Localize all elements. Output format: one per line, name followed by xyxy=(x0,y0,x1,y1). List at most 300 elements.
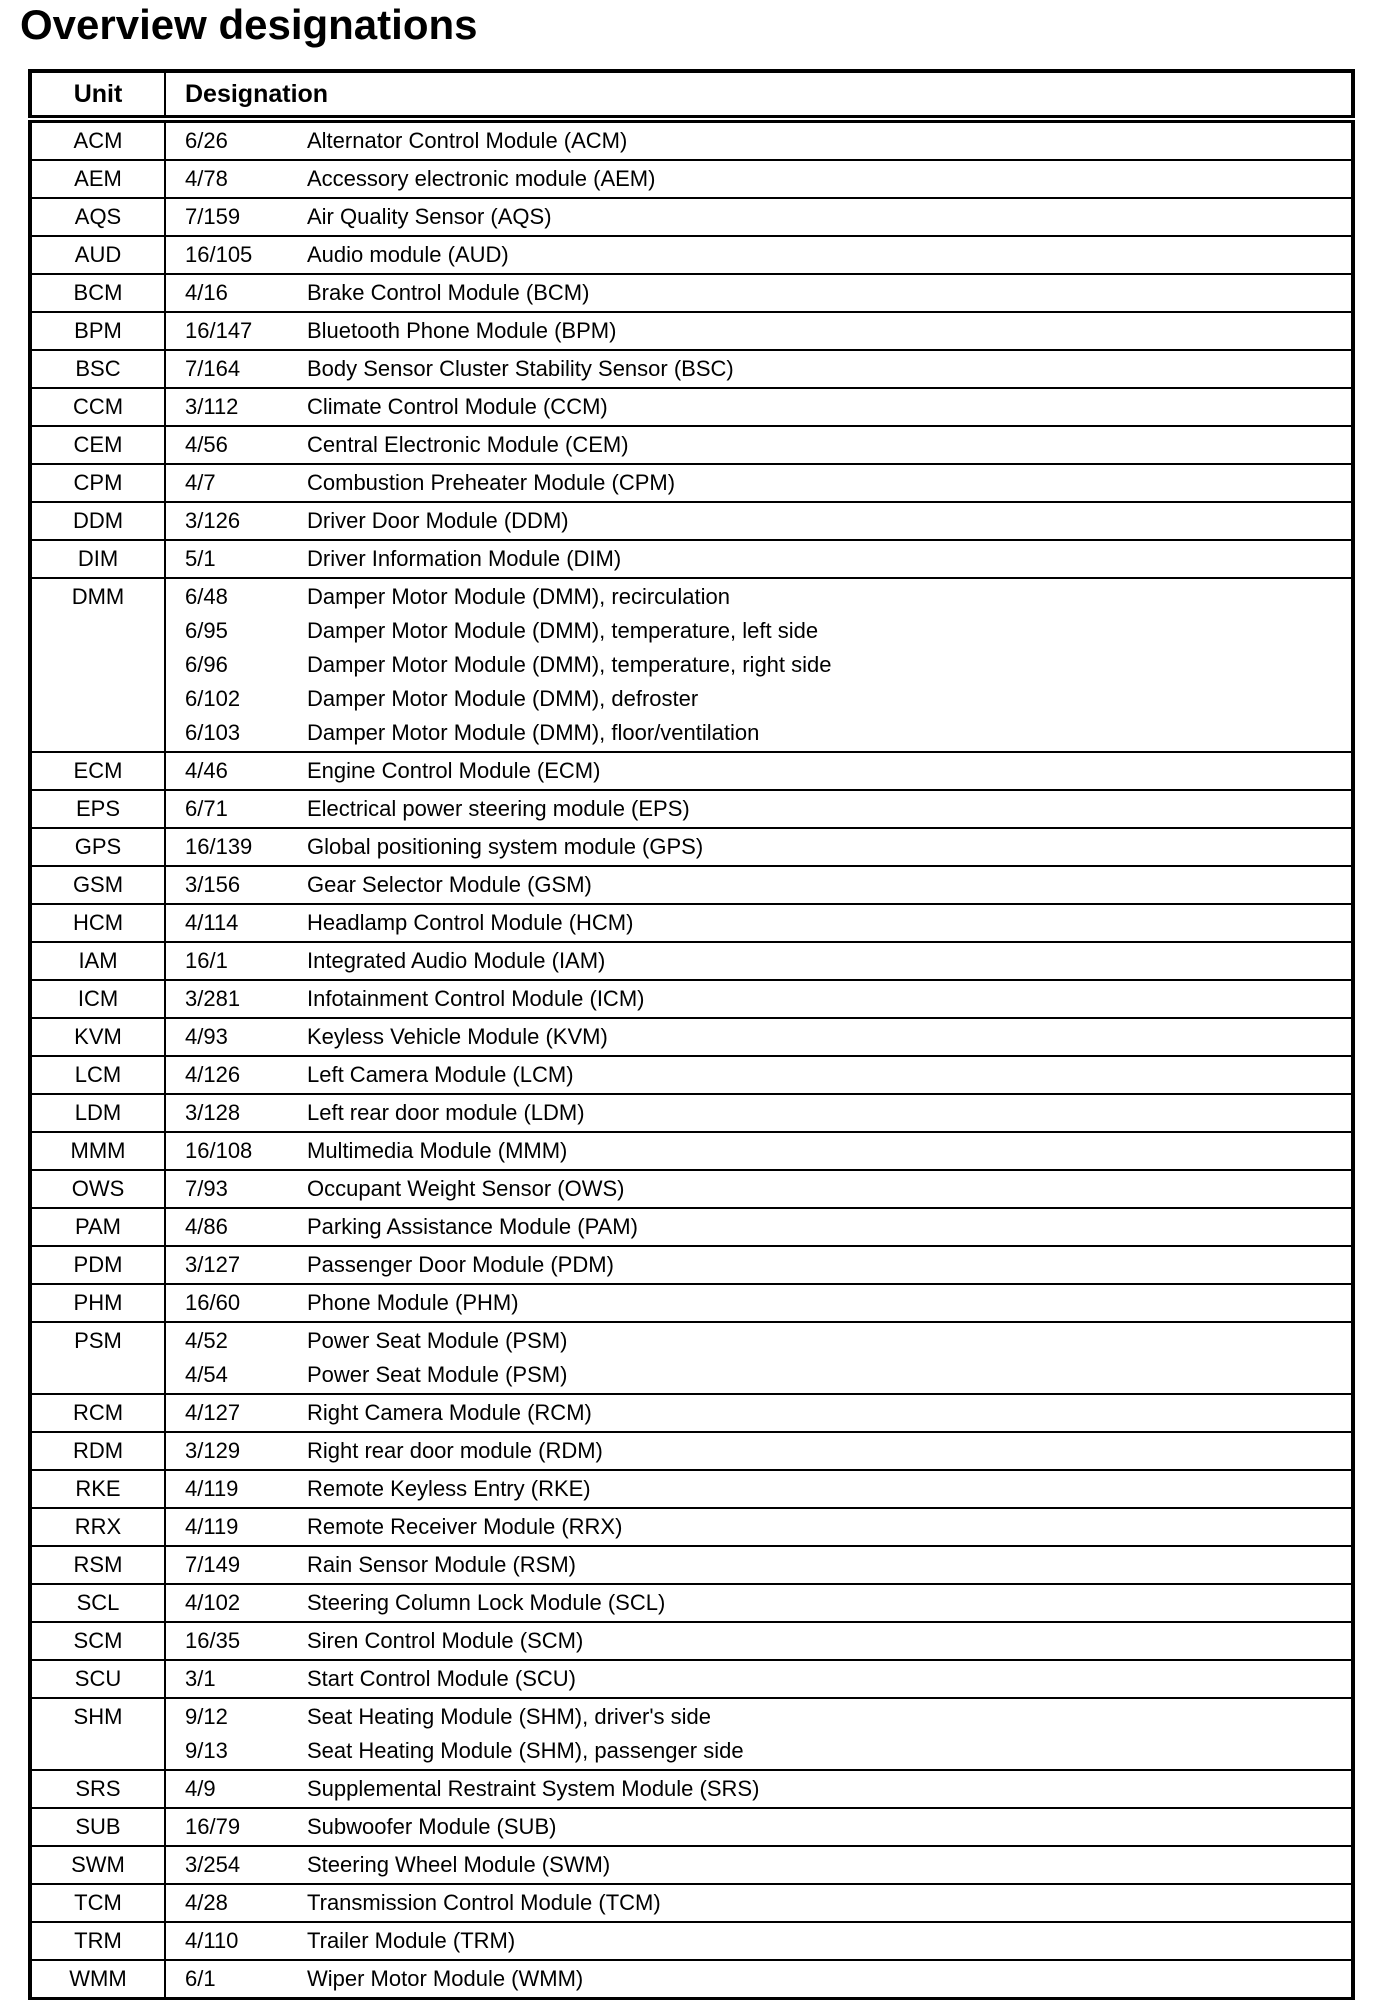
component-description: Damper Motor Module (DMM), floor/ventilation xyxy=(307,720,760,745)
component-ref: 6/71 xyxy=(185,796,228,821)
component-description: Bluetooth Phone Module (BPM) xyxy=(307,318,617,343)
table-row xyxy=(30,236,1353,274)
unit-label: SRS xyxy=(75,1776,121,1801)
ref-cell xyxy=(165,1622,307,1660)
ref-cell xyxy=(165,464,307,502)
component-description: Siren Control Module (SCM) xyxy=(307,1628,584,1653)
table-row xyxy=(30,1208,1353,1246)
ref-cell xyxy=(165,160,307,198)
ref-cell xyxy=(165,1770,307,1808)
component-description: Gear Selector Module (GSM) xyxy=(307,872,592,897)
table-row xyxy=(30,1846,1353,1884)
table-row xyxy=(30,942,1353,980)
component-ref: 6/26 xyxy=(185,128,228,153)
component-ref: 4/102 xyxy=(185,1590,241,1615)
desc-cell xyxy=(307,119,1353,160)
unit-cell xyxy=(30,119,165,160)
desc-cell xyxy=(307,1622,1353,1660)
component-description: Remote Keyless Entry (RKE) xyxy=(307,1476,591,1501)
component-description: Damper Motor Module (DMM), temperature, left side xyxy=(307,618,819,643)
component-ref: 4/119 xyxy=(185,1514,239,1539)
ref-cell xyxy=(165,1322,307,1394)
desc-cell xyxy=(307,1056,1353,1094)
component-ref: 3/281 xyxy=(185,986,241,1011)
table-row xyxy=(30,752,1353,790)
table-row xyxy=(30,350,1353,388)
desc-cell xyxy=(307,1960,1353,1999)
ref-cell xyxy=(165,1508,307,1546)
unit-label: ICM xyxy=(77,986,119,1011)
table-row xyxy=(30,578,1353,752)
unit-label: CEM xyxy=(73,432,123,457)
component-ref: 4/86 xyxy=(185,1214,228,1239)
table-row xyxy=(30,464,1353,502)
desc-cell xyxy=(307,942,1353,980)
component-ref: 3/156 xyxy=(185,872,241,897)
component-description: Headlamp Control Module (HCM) xyxy=(307,910,634,935)
component-description: Global positioning system module (GPS) xyxy=(307,834,704,859)
unit-label: EPS xyxy=(75,796,121,821)
page-title: Overview designations xyxy=(20,1,478,48)
table-row xyxy=(30,1246,1353,1284)
component-ref: 16/105 xyxy=(185,242,253,267)
unit-label: RCM xyxy=(72,1400,124,1425)
unit-label: BSC xyxy=(75,356,121,381)
component-ref: 4/114 xyxy=(185,910,239,935)
unit-cell xyxy=(30,1622,165,1660)
desc-cell xyxy=(307,350,1353,388)
unit-label: LDM xyxy=(74,1100,122,1125)
unit-cell xyxy=(30,1018,165,1056)
unit-cell xyxy=(30,1508,165,1546)
component-ref: 9/12 xyxy=(185,1704,228,1729)
unit-cell xyxy=(30,752,165,790)
unit-cell xyxy=(30,1960,165,1999)
table-row xyxy=(30,1622,1353,1660)
unit-label: PSM xyxy=(74,1328,122,1353)
unit-cell xyxy=(30,866,165,904)
unit-cell xyxy=(30,1432,165,1470)
desc-cell xyxy=(307,1132,1353,1170)
table-row xyxy=(30,1770,1353,1808)
ref-cell xyxy=(165,1246,307,1284)
unit-cell xyxy=(30,1132,165,1170)
ref-cell xyxy=(165,980,307,1018)
unit-label: HCM xyxy=(72,910,124,935)
component-ref: 7/164 xyxy=(185,356,241,381)
unit-cell xyxy=(30,1056,165,1094)
table-row xyxy=(30,1322,1353,1394)
component-description: Driver Information Module (DIM) xyxy=(307,546,622,571)
component-description: Power Seat Module (PSM) xyxy=(307,1362,568,1387)
table-row xyxy=(30,388,1353,426)
component-description: Air Quality Sensor (AQS) xyxy=(307,204,552,229)
desc-cell xyxy=(307,1584,1353,1622)
table-row xyxy=(30,1470,1353,1508)
desc-cell xyxy=(307,388,1353,426)
unit-cell xyxy=(30,540,165,578)
unit-cell xyxy=(30,464,165,502)
unit-cell xyxy=(30,160,165,198)
unit-label: ECM xyxy=(73,758,123,783)
table-row xyxy=(30,312,1353,350)
component-description: Damper Motor Module (DMM), temperature, right side xyxy=(307,652,832,677)
component-ref: 16/1 xyxy=(185,948,228,973)
component-description: Transmission Control Module (TCM) xyxy=(307,1890,661,1915)
unit-label: IAM xyxy=(78,948,118,973)
table-row xyxy=(30,904,1353,942)
component-ref: 4/56 xyxy=(185,432,228,457)
unit-label: DMM xyxy=(71,584,125,609)
ref-cell xyxy=(165,540,307,578)
unit-label: PAM xyxy=(74,1214,122,1239)
desc-cell xyxy=(307,1322,1353,1394)
component-description: Multimedia Module (MMM) xyxy=(307,1138,568,1163)
desc-cell xyxy=(307,1922,1353,1960)
ref-cell xyxy=(165,1922,307,1960)
ref-cell xyxy=(165,1808,307,1846)
ref-cell xyxy=(165,236,307,274)
component-ref: 6/95 xyxy=(185,618,228,643)
ref-cell xyxy=(165,350,307,388)
desc-cell xyxy=(307,198,1353,236)
ref-cell xyxy=(165,1132,307,1170)
unit-label: RRX xyxy=(74,1514,122,1539)
unit-cell xyxy=(30,790,165,828)
component-description: Driver Door Module (DDM) xyxy=(307,508,569,533)
ref-cell xyxy=(165,274,307,312)
ref-cell xyxy=(165,426,307,464)
component-description: Left rear door module (LDM) xyxy=(307,1100,585,1125)
table-row xyxy=(30,1170,1353,1208)
desc-cell xyxy=(307,160,1353,198)
ref-cell xyxy=(165,198,307,236)
unit-cell xyxy=(30,1584,165,1622)
table-row xyxy=(30,1884,1353,1922)
desc-cell xyxy=(307,1094,1353,1132)
desc-cell xyxy=(307,866,1353,904)
component-description: Alternator Control Module (ACM) xyxy=(307,128,628,153)
desc-cell xyxy=(307,1208,1353,1246)
desc-cell xyxy=(307,1698,1353,1770)
ref-cell xyxy=(165,1960,307,1999)
unit-cell xyxy=(30,904,165,942)
unit-cell xyxy=(30,1884,165,1922)
component-ref: 3/112 xyxy=(185,394,239,419)
component-ref: 3/126 xyxy=(185,508,241,533)
desc-cell xyxy=(307,752,1353,790)
desc-cell xyxy=(307,1284,1353,1322)
unit-label: PDM xyxy=(73,1252,123,1277)
ref-cell xyxy=(165,388,307,426)
component-ref: 7/93 xyxy=(185,1176,228,1201)
table-row xyxy=(30,1808,1353,1846)
ref-cell xyxy=(165,502,307,540)
header-row xyxy=(30,71,1353,119)
table-row xyxy=(30,1284,1353,1322)
component-description: Damper Motor Module (DMM), recirculation xyxy=(307,584,730,609)
table-row xyxy=(30,1584,1353,1622)
component-ref: 5/1 xyxy=(185,546,216,571)
component-ref: 4/16 xyxy=(185,280,228,305)
component-ref: 4/9 xyxy=(185,1776,216,1801)
component-ref: 4/7 xyxy=(185,470,216,495)
unit-label: MMM xyxy=(70,1138,126,1163)
unit-label: DIM xyxy=(77,546,119,571)
unit-label: OWS xyxy=(71,1176,125,1201)
unit-label: SUB xyxy=(75,1814,121,1839)
component-description: Climate Control Module (CCM) xyxy=(307,394,608,419)
desc-cell xyxy=(307,1394,1353,1432)
unit-label: RDM xyxy=(72,1438,124,1463)
unit-label: LCM xyxy=(74,1062,122,1087)
unit-cell xyxy=(30,1470,165,1508)
component-ref: 7/159 xyxy=(185,204,241,229)
unit-cell xyxy=(30,1770,165,1808)
ref-cell xyxy=(165,752,307,790)
component-ref: 16/79 xyxy=(185,1814,241,1839)
unit-label: TCM xyxy=(74,1890,122,1915)
ref-cell xyxy=(165,866,307,904)
component-description: Steering Column Lock Module (SCL) xyxy=(307,1590,666,1615)
component-description: Wiper Motor Module (WMM) xyxy=(307,1966,584,1991)
ref-cell xyxy=(165,1584,307,1622)
component-description: Occupant Weight Sensor (OWS) xyxy=(307,1176,625,1201)
component-ref: 16/147 xyxy=(185,318,253,343)
component-description: Passenger Door Module (PDM) xyxy=(307,1252,614,1277)
unit-label: BPM xyxy=(74,318,122,343)
desc-cell xyxy=(307,236,1353,274)
unit-cell xyxy=(30,1284,165,1322)
desc-cell xyxy=(307,464,1353,502)
unit-cell xyxy=(30,1546,165,1584)
unit-label: GSM xyxy=(72,872,124,897)
component-description: Parking Assistance Module (PAM) xyxy=(307,1214,638,1239)
desc-cell xyxy=(307,1808,1353,1846)
table-row xyxy=(30,119,1353,160)
unit-cell xyxy=(30,1246,165,1284)
component-ref: 4/28 xyxy=(185,1890,228,1915)
desc-cell xyxy=(307,980,1353,1018)
unit-cell xyxy=(30,578,165,752)
component-description: Central Electronic Module (CEM) xyxy=(307,432,629,457)
unit-label: PHM xyxy=(73,1290,123,1315)
component-description: Keyless Vehicle Module (KVM) xyxy=(307,1024,608,1049)
table-row xyxy=(30,1922,1353,1960)
component-description: Steering Wheel Module (SWM) xyxy=(307,1852,611,1877)
desc-cell xyxy=(307,274,1353,312)
ref-cell xyxy=(165,1884,307,1922)
desc-cell xyxy=(307,312,1353,350)
unit-label: SCM xyxy=(73,1628,123,1653)
component-ref: 3/128 xyxy=(185,1100,241,1125)
unit-label: AEM xyxy=(74,166,122,191)
table-row xyxy=(30,1432,1353,1470)
component-ref: 4/46 xyxy=(185,758,228,783)
designations-table xyxy=(28,69,1355,2000)
unit-label: AQS xyxy=(74,204,122,229)
unit-label: RKE xyxy=(75,1476,121,1501)
unit-label: ACM xyxy=(73,128,123,153)
table-row xyxy=(30,160,1353,198)
unit-cell xyxy=(30,1698,165,1770)
component-ref: 7/149 xyxy=(185,1552,241,1577)
desc-cell xyxy=(307,426,1353,464)
desc-cell xyxy=(307,540,1353,578)
ref-cell xyxy=(165,904,307,942)
desc-cell xyxy=(307,904,1353,942)
desc-cell xyxy=(307,1884,1353,1922)
component-ref: 4/119 xyxy=(185,1476,239,1501)
component-description: Supplemental Restraint System Module (SRS) xyxy=(307,1776,760,1801)
component-description: Integrated Audio Module (IAM) xyxy=(307,948,606,973)
component-ref: 6/96 xyxy=(185,652,228,677)
unit-cell xyxy=(30,274,165,312)
unit-cell xyxy=(30,1170,165,1208)
desc-cell xyxy=(307,790,1353,828)
ref-cell xyxy=(165,1018,307,1056)
unit-label: SWM xyxy=(71,1852,125,1877)
component-ref: 16/35 xyxy=(185,1628,241,1653)
unit-cell xyxy=(30,1322,165,1394)
component-ref: 4/52 xyxy=(185,1328,228,1353)
component-description: Body Sensor Cluster Stability Sensor (BSC) xyxy=(307,356,734,381)
column-header-unit: Unit xyxy=(30,71,165,119)
component-description: Phone Module (PHM) xyxy=(307,1290,519,1315)
ref-cell xyxy=(165,1660,307,1698)
unit-label: SHM xyxy=(73,1704,123,1729)
desc-cell xyxy=(307,1470,1353,1508)
component-ref: 4/110 xyxy=(185,1928,239,1953)
desc-cell xyxy=(307,1770,1353,1808)
table-row xyxy=(30,866,1353,904)
desc-cell xyxy=(307,1508,1353,1546)
component-description: Electrical power steering module (EPS) xyxy=(307,796,690,821)
table-row xyxy=(30,1094,1353,1132)
unit-label: CPM xyxy=(73,470,123,495)
component-ref: 3/127 xyxy=(185,1252,241,1277)
component-description: Engine Control Module (ECM) xyxy=(307,758,601,783)
table-row xyxy=(30,1546,1353,1584)
component-description: Left Camera Module (LCM) xyxy=(307,1062,574,1087)
unit-cell xyxy=(30,198,165,236)
component-ref: 4/78 xyxy=(185,166,228,191)
component-description: Right rear door module (RDM) xyxy=(307,1438,603,1463)
desc-cell xyxy=(307,828,1353,866)
table-row xyxy=(30,1660,1353,1698)
unit-cell xyxy=(30,236,165,274)
table-row xyxy=(30,1018,1353,1056)
component-ref: 4/93 xyxy=(185,1024,228,1049)
component-ref: 3/254 xyxy=(185,1852,241,1877)
ref-cell xyxy=(165,312,307,350)
component-ref: 6/48 xyxy=(185,584,228,609)
unit-cell xyxy=(30,1846,165,1884)
ref-cell xyxy=(165,1470,307,1508)
ref-cell xyxy=(165,1284,307,1322)
component-ref: 3/129 xyxy=(185,1438,241,1463)
unit-cell xyxy=(30,312,165,350)
unit-cell xyxy=(30,388,165,426)
unit-cell xyxy=(30,426,165,464)
component-ref: 9/13 xyxy=(185,1738,228,1763)
component-ref: 6/103 xyxy=(185,720,241,745)
unit-cell xyxy=(30,350,165,388)
component-description: Seat Heating Module (SHM), passenger side xyxy=(307,1738,744,1763)
component-description: Damper Motor Module (DMM), defroster xyxy=(307,686,699,711)
unit-label: BCM xyxy=(73,280,123,305)
component-ref: 3/1 xyxy=(185,1666,216,1691)
table-row xyxy=(30,540,1353,578)
column-header-designation: Designation xyxy=(165,71,1353,119)
ref-cell xyxy=(165,578,307,752)
ref-cell xyxy=(165,1170,307,1208)
unit-label: GPS xyxy=(74,834,122,859)
unit-cell xyxy=(30,1094,165,1132)
component-description: Accessory electronic module (AEM) xyxy=(307,166,656,191)
table-row xyxy=(30,1132,1353,1170)
desc-cell xyxy=(307,1546,1353,1584)
component-ref: 4/126 xyxy=(185,1062,241,1087)
table-row xyxy=(30,828,1353,866)
component-ref: 16/139 xyxy=(185,834,253,859)
unit-cell xyxy=(30,1660,165,1698)
table-row xyxy=(30,426,1353,464)
component-description: Brake Control Module (BCM) xyxy=(307,280,590,305)
table-row xyxy=(30,198,1353,236)
unit-cell xyxy=(30,1208,165,1246)
unit-cell xyxy=(30,502,165,540)
unit-label: KVM xyxy=(74,1024,122,1049)
component-description: Combustion Preheater Module (CPM) xyxy=(307,470,676,495)
component-ref: 6/102 xyxy=(185,686,241,711)
desc-cell xyxy=(307,1660,1353,1698)
ref-cell xyxy=(165,1546,307,1584)
desc-cell xyxy=(307,502,1353,540)
unit-label: DDM xyxy=(72,508,124,533)
component-ref: 4/127 xyxy=(185,1400,241,1425)
table-row xyxy=(30,1056,1353,1094)
desc-cell xyxy=(307,1246,1353,1284)
component-description: Audio module (AUD) xyxy=(307,242,509,267)
ref-cell xyxy=(165,119,307,160)
unit-label: WMM xyxy=(69,1966,127,1991)
unit-cell xyxy=(30,942,165,980)
unit-label: SCU xyxy=(74,1666,122,1691)
ref-cell xyxy=(165,1432,307,1470)
unit-label: SCL xyxy=(76,1590,120,1615)
table-row xyxy=(30,1960,1353,1999)
table-row xyxy=(30,1698,1353,1770)
unit-label: RSM xyxy=(73,1552,123,1577)
table-row xyxy=(30,790,1353,828)
table-row xyxy=(30,1394,1353,1432)
table-row xyxy=(30,274,1353,312)
component-description: Right Camera Module (RCM) xyxy=(307,1400,592,1425)
component-description: Remote Receiver Module (RRX) xyxy=(307,1514,623,1539)
table-row xyxy=(30,980,1353,1018)
unit-cell xyxy=(30,980,165,1018)
desc-cell xyxy=(307,1846,1353,1884)
unit-cell xyxy=(30,1922,165,1960)
component-description: Rain Sensor Module (RSM) xyxy=(307,1552,576,1577)
table-row xyxy=(30,502,1353,540)
unit-label: AUD xyxy=(74,242,122,267)
component-description: Power Seat Module (PSM) xyxy=(307,1328,568,1353)
unit-label: TRM xyxy=(74,1928,122,1953)
component-ref: 6/1 xyxy=(185,1966,216,1991)
desc-cell xyxy=(307,578,1353,752)
